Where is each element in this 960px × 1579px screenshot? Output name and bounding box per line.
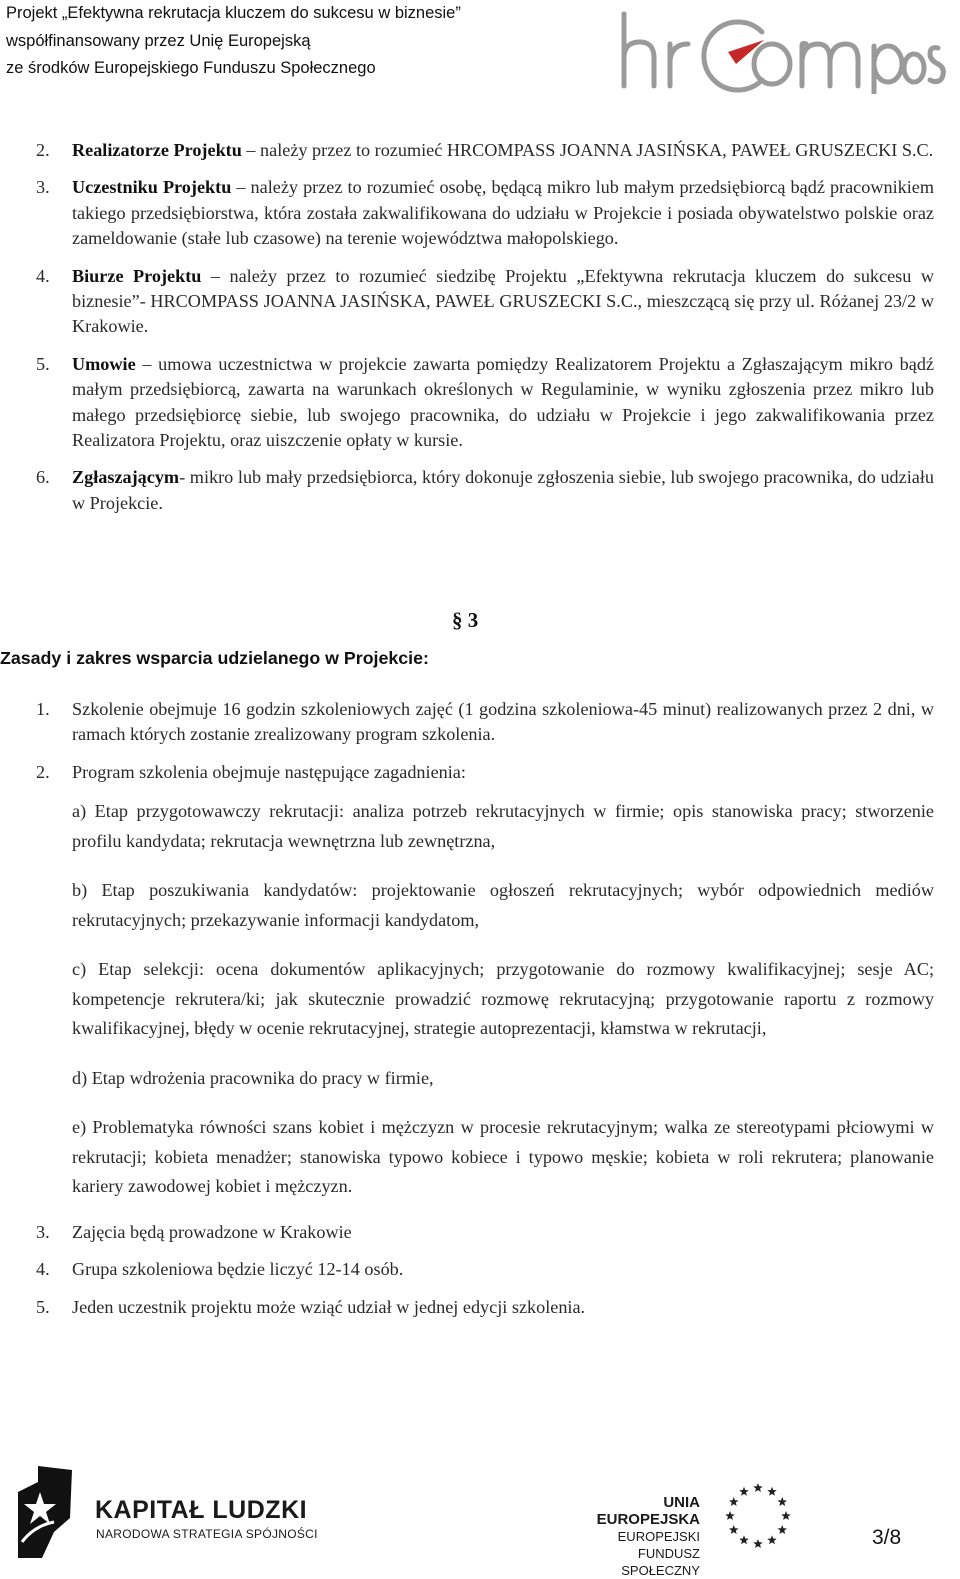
program-subitem: e) Problematyka równości szans kobiet i mężczyzn w procesie rekrutacyjnym; walka ze stereotypami płciowymi w rekrutacji; kobieta menadżer; stanowiska typowo kobiece i typowo męskie; kobieta w roli rekrutera; planowanie kariery zawodowej kobiet i mężczyzn. <box>72 1117 934 1197</box>
kapital-ludzki-title: KAPITAŁ LUDZKI <box>95 1496 308 1524</box>
rule-item <box>36 1257 934 1282</box>
eu-star-icon <box>753 1539 763 1548</box>
rule-text: Zajęcia będą prowadzone w Krakowie <box>72 1221 352 1242</box>
item-number: 5. <box>36 1296 50 1317</box>
hrcompass-logo <box>612 6 952 94</box>
eu-star-icon <box>725 1511 735 1520</box>
eu-star-icon <box>777 1497 787 1506</box>
eu-line-1: UNIA EUROPEJSKA <box>596 1494 700 1528</box>
eu-star-icon <box>767 1487 777 1496</box>
eu-fund-text <box>560 1494 700 1579</box>
rule-text: Szkolenie obejmuje 16 godzin szkoleniowych zajęć (1 godzina szkoleniowa-45 minut) realizowanych przez 2 dni, w ramach których zostanie zrealizowany program szkolenia. <box>72 699 934 745</box>
header-line-1: Projekt „Efektywna rekrutacja kluczem do sukcesu w biznesie” <box>6 4 461 22</box>
section-heading: Zasady i zakres wsparcia udzielanego w Projekcie: <box>0 648 429 668</box>
definition-term: Zgłaszającym <box>72 467 180 488</box>
section-symbol: § 3 <box>452 608 479 632</box>
definition-item <box>36 352 934 454</box>
definition-term: Umowie <box>72 353 136 374</box>
rule-item <box>36 760 934 1202</box>
definition-item <box>36 264 934 340</box>
rule-text: Grupa szkoleniowa będzie liczyć 12-14 osób. <box>72 1259 404 1280</box>
eu-star-icon <box>777 1525 787 1534</box>
item-number: 5. <box>36 353 50 374</box>
project-header-text <box>6 0 461 83</box>
rule-item <box>36 1295 934 1320</box>
eu-star-icon <box>753 1483 763 1492</box>
definition-item <box>36 138 934 163</box>
rules-body <box>36 697 934 1320</box>
definition-item <box>36 175 934 251</box>
definition-term: Uczestniku Projektu <box>72 177 232 198</box>
item-number: 2. <box>36 761 50 782</box>
page-header <box>0 0 960 100</box>
kapital-ludzki-subtitle: NARODOWA STRATEGIA SPÓJNOŚCI <box>96 1527 318 1541</box>
item-number: 3. <box>36 177 50 198</box>
item-number: 4. <box>36 1259 50 1280</box>
header-line-3: ze środków Europejskiego Funduszu Społecznego <box>6 59 376 77</box>
eu-star-icon <box>729 1525 739 1534</box>
page-number: 3/8 <box>872 1526 902 1549</box>
definition-term: Biurze Projektu <box>72 265 202 286</box>
eu-line-2: EUROPEJSKI <box>617 1529 700 1544</box>
rule-item <box>36 1220 934 1245</box>
eu-star-icon <box>739 1487 749 1496</box>
program-subitem: c) Etap selekcji: ocena dokumentów aplikacyjnych; przygotowanie do rozmowy kwalifikacyjnej; sesje AC; kompetencje rekrutera/ki; jak skutecznie prowadzić rozmowę rekrutacyjną; przygotowanie raportu z rozmowy kwalifikacyjnej, błędy w ocenie rekrutacyjnej, strategie autoprezentacji, kłamstwa w rekrutacji, <box>72 959 934 1039</box>
rule-item <box>36 697 934 748</box>
item-number: 3. <box>36 1221 50 1242</box>
rule-text: Jeden uczestnik projektu może wziąć udział w jednej edycji szkolenia. <box>72 1296 586 1317</box>
document-body <box>36 138 934 516</box>
definition-item <box>36 465 934 516</box>
definition-term: Realizatorze Projektu <box>72 140 242 160</box>
definition-text: – należy przez to rozumieć siedzibę Projektu „Efektywna rekrutacja kluczem do sukcesu w biznesie”- HRCOMPASS JOANNA JASIŃSKA, PAWEŁ GRUSZECKI S.C., mieszczącą się przy ul. Różanej 23/2 w Krakowie. <box>72 265 934 337</box>
item-number: 6. <box>36 467 50 488</box>
definition-text: – umowa uczestnictwa w projekcie zawarta pomiędzy Realizatorem Projektu a Zgłaszającym mikro bądź małym przedsiębiorcą, zawarta na warunkach określonych w Regulaminie, w wyniku zgłoszenia przez mikro lub małego przedsiębiorcę siebie, lub swojego pracownika, do udziału w Projekcie i jego zakwalifikowania przez Realizatora Projektu, oraz uiszczenie opłaty w kursie. <box>72 353 934 451</box>
rule-text: Program szkolenia obejmuje następujące zagadnienia: <box>72 761 466 782</box>
page-footer <box>0 1458 960 1578</box>
eu-star-icon <box>729 1497 739 1506</box>
eu-star-icon <box>781 1511 791 1520</box>
program-subitem: b) Etap poszukiwania kandydatów: projektowanie ogłoszeń rekrutacyjnych; wybór odpowiednich mediów rekrutacyjnych; przekazywanie informacji kandydatom, <box>72 880 934 930</box>
definition-text: – należy przez to rozumieć HRCOMPASS JOANNA JASIŃSKA, PAWEŁ GRUSZECKI S.C. <box>241 140 934 160</box>
program-subitem: a) Etap przygotowawczy rekrutacji: analiza potrzeb rekrutacyjnych w firmie; opis stanowiska pracy; stworzenie profilu kandydata; rekrutacja wewnętrzna lub zewnętrzna, <box>72 801 934 851</box>
kapital-ludzki-logo-mark <box>14 1462 76 1558</box>
definition-text: – należy przez to rozumieć osobę, będącą mikro lub małym przedsiębiorcą bądź pracownikiem takiego przedsiębiorstwa, która została zakwalifikowana do udziału w Projekcie i posiada obywatelstwo polskie oraz zameldowanie (stałe lub czasowe) na terenie województwa małopolskiego. <box>72 177 934 249</box>
item-number: 2. <box>36 140 50 160</box>
definition-text: - mikro lub mały przedsiębiorca, który dokonuje zgłoszenia siebie, lub swojego pracownika, do udziału w Projekcie. <box>72 467 934 513</box>
eu-stars-icon <box>718 1476 798 1556</box>
header-line-2: współfinansowany przez Unię Europejską <box>6 31 311 50</box>
eu-star-icon <box>767 1535 777 1544</box>
item-number: 1. <box>36 699 50 719</box>
item-number: 4. <box>36 265 50 286</box>
eu-star-icon <box>739 1535 749 1544</box>
program-subitem: d) Etap wdrożenia pracownika do pracy w firmie, <box>72 1067 434 1088</box>
eu-line-3: FUNDUSZ SPOŁECZNY <box>621 1546 700 1578</box>
